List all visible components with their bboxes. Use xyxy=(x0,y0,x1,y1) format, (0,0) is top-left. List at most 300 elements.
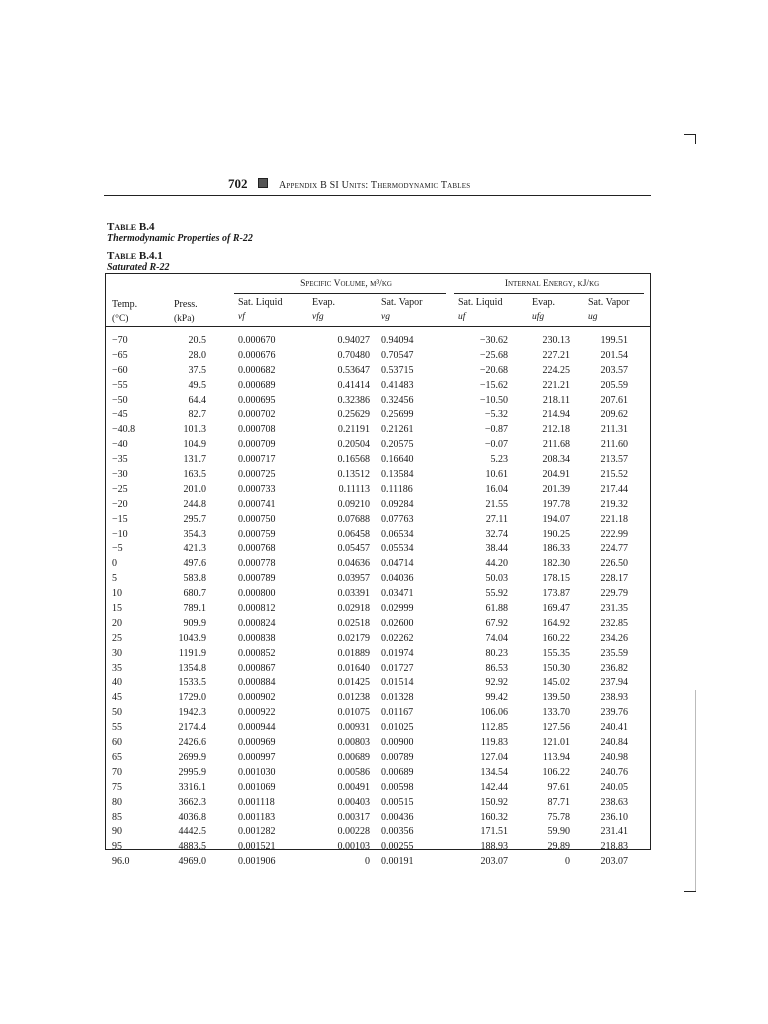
cell-vfg: 0.01425 xyxy=(337,677,370,689)
running-title: Appendix B SI Units: Thermodynamic Tables xyxy=(279,180,471,191)
cell-press: 131.7 xyxy=(183,454,206,466)
cell-temp: 96.0 xyxy=(112,856,130,868)
cell-vg: 0.01727 xyxy=(381,662,414,674)
cell-press: 82.7 xyxy=(188,409,206,421)
cell-uf: −0.87 xyxy=(484,424,508,436)
cell-vg: 0.70547 xyxy=(381,349,414,361)
cell-vfg: 0.05457 xyxy=(337,543,370,555)
cell-ug: 218.83 xyxy=(600,841,628,853)
cell-ufg: 194.07 xyxy=(542,513,570,525)
cell-vfg: 0.09210 xyxy=(337,498,370,510)
cell-vf: 0.001282 xyxy=(238,826,276,838)
scan-edge-mark xyxy=(684,891,696,892)
cell-vfg: 0.25629 xyxy=(337,409,370,421)
cell-vf: 0.000717 xyxy=(238,454,276,466)
cell-temp: 65 xyxy=(112,751,122,763)
cell-vfg: 0.01640 xyxy=(337,662,370,674)
cell-ufg: 197.78 xyxy=(542,498,570,510)
col-header-press: Press. (kPa) xyxy=(174,299,198,324)
cell-vg: 0.20575 xyxy=(381,439,414,451)
cell-uf: 86.53 xyxy=(485,662,508,674)
cell-vf: 0.000867 xyxy=(238,662,276,674)
cell-vg: 0.94094 xyxy=(381,335,414,346)
cell-vg: 0.00356 xyxy=(381,826,414,838)
table-row xyxy=(106,647,650,662)
cell-temp: 95 xyxy=(112,841,122,853)
cell-vf: 0.001030 xyxy=(238,766,276,778)
cell-press: 4036.8 xyxy=(178,811,206,823)
cell-ug: 221.18 xyxy=(600,513,628,525)
cell-press: 49.5 xyxy=(188,379,206,391)
cell-uf: 55.92 xyxy=(485,588,508,600)
cell-ug: 239.76 xyxy=(600,707,628,719)
cell-ufg: 169.47 xyxy=(542,603,570,615)
cell-ufg: 59.90 xyxy=(547,826,570,838)
cell-ufg: 186.33 xyxy=(542,543,570,555)
cell-vfg: 0.16568 xyxy=(337,454,370,466)
cell-uf: −15.62 xyxy=(479,379,508,391)
cell-press: 37.5 xyxy=(188,364,206,376)
specific-volume-group-header: Specific Volume, m³/kg xyxy=(300,279,392,289)
cell-temp: −30 xyxy=(112,469,128,481)
cell-ufg: 150.30 xyxy=(542,662,570,674)
cell-press: 3316.1 xyxy=(178,781,206,793)
cell-ufg: 201.39 xyxy=(542,483,570,495)
cell-ufg: 230.13 xyxy=(542,335,570,346)
cell-vg: 0.13584 xyxy=(381,469,414,481)
cell-ug: 213.57 xyxy=(600,454,628,466)
table-row xyxy=(106,513,650,528)
cell-vfg: 0.03391 xyxy=(337,588,370,600)
cell-temp: −40 xyxy=(112,439,128,451)
table-row xyxy=(106,751,650,766)
cell-vfg: 0.02179 xyxy=(337,632,370,644)
cell-press: 497.6 xyxy=(183,558,206,570)
cell-temp: 60 xyxy=(112,737,122,749)
cell-ug: 226.50 xyxy=(600,558,628,570)
cell-temp: −25 xyxy=(112,483,128,495)
cell-ufg: 29.89 xyxy=(547,841,570,853)
cell-press: 421.3 xyxy=(183,543,206,555)
cell-vf: 0.001118 xyxy=(238,796,275,808)
table-row xyxy=(106,483,650,498)
cell-uf: 150.92 xyxy=(480,796,508,808)
cell-vfg: 0.04636 xyxy=(337,558,370,570)
scan-edge-mark xyxy=(695,690,696,892)
table-row xyxy=(106,453,650,468)
cell-press: 789.1 xyxy=(183,603,206,615)
cell-vf: 0.000944 xyxy=(238,722,276,734)
cell-ug: 231.35 xyxy=(600,603,628,615)
cell-vfg: 0.00103 xyxy=(337,841,370,853)
cell-vfg: 0.00491 xyxy=(337,781,370,793)
cell-vf: 0.000676 xyxy=(238,349,276,361)
cell-vf: 0.000689 xyxy=(238,379,276,391)
cell-vf: 0.000789 xyxy=(238,573,276,585)
cell-vg: 0.02600 xyxy=(381,617,414,629)
cell-temp: 15 xyxy=(112,603,122,615)
cell-vf: 0.000838 xyxy=(238,632,276,644)
cell-vg: 0.25699 xyxy=(381,409,414,421)
cell-vf: 0.001069 xyxy=(238,781,276,793)
cell-vfg: 0.01889 xyxy=(337,647,370,659)
table-row xyxy=(106,468,650,483)
cell-vfg: 0.06458 xyxy=(337,528,370,540)
cell-ug: 217.44 xyxy=(600,483,628,495)
cell-press: 28.0 xyxy=(188,349,206,361)
cell-temp: 45 xyxy=(112,692,122,704)
table-title: Thermodynamic Properties of R-22 xyxy=(107,233,253,244)
cell-press: 2426.6 xyxy=(178,737,206,749)
cell-ug: 232.85 xyxy=(600,617,628,629)
cell-uf: 10.61 xyxy=(485,469,508,481)
cell-press: 4969.0 xyxy=(178,856,206,868)
table-row xyxy=(106,736,650,751)
cell-vf: 0.000824 xyxy=(238,617,276,629)
table-row xyxy=(106,691,650,706)
cell-ug: 203.57 xyxy=(600,364,628,376)
cell-vg: 0.06534 xyxy=(381,528,414,540)
cell-vf: 0.000852 xyxy=(238,647,276,659)
cell-vf: 0.000708 xyxy=(238,424,276,436)
cell-press: 680.7 xyxy=(183,588,206,600)
cell-uf: 67.92 xyxy=(485,617,508,629)
cell-vfg: 0.01075 xyxy=(337,707,370,719)
cell-temp: −35 xyxy=(112,454,128,466)
cell-vg: 0.00598 xyxy=(381,781,414,793)
table-row xyxy=(106,676,650,691)
cell-uf: 127.04 xyxy=(480,751,508,763)
cell-uf: 99.42 xyxy=(485,692,508,704)
cell-vg: 0.05534 xyxy=(381,543,414,555)
cell-press: 1942.3 xyxy=(178,707,206,719)
table-row xyxy=(106,781,650,796)
cell-ufg: 204.91 xyxy=(542,469,570,481)
cell-uf: 134.54 xyxy=(480,766,508,778)
cell-ufg: 224.25 xyxy=(542,364,570,376)
cell-ug: 238.93 xyxy=(600,692,628,704)
cell-vf: 0.000768 xyxy=(238,543,276,555)
cell-ufg: 75.78 xyxy=(547,811,570,823)
table-body xyxy=(106,334,650,870)
cell-vg: 0.09284 xyxy=(381,498,414,510)
cell-uf: 160.32 xyxy=(480,811,508,823)
cell-ug: 231.41 xyxy=(600,826,628,838)
cell-temp: 35 xyxy=(112,662,122,674)
cell-ug: 237.94 xyxy=(600,677,628,689)
cell-vg: 0.41483 xyxy=(381,379,414,391)
cell-ug: 236.10 xyxy=(600,811,628,823)
cell-uf: −5.32 xyxy=(484,409,508,421)
col-header-ufg: Evap. ufg xyxy=(532,297,556,322)
cell-ug: 240.05 xyxy=(600,781,628,793)
cell-temp: −5 xyxy=(112,543,123,555)
cell-ug: 219.32 xyxy=(600,498,628,510)
table-row xyxy=(106,811,650,826)
cell-vf: 0.000812 xyxy=(238,603,276,615)
cell-uf: 44.20 xyxy=(485,558,508,570)
cell-vfg: 0.00403 xyxy=(337,796,370,808)
cell-ufg: 139.50 xyxy=(542,692,570,704)
header-rule xyxy=(104,195,651,196)
cell-ug: 234.26 xyxy=(600,632,628,644)
cell-temp: 50 xyxy=(112,707,122,719)
cell-press: 2995.9 xyxy=(178,766,206,778)
cell-press: 104.9 xyxy=(183,439,206,451)
table-row xyxy=(106,364,650,379)
cell-press: 163.5 xyxy=(183,469,206,481)
cell-press: 1533.5 xyxy=(178,677,206,689)
cell-ug: 201.54 xyxy=(600,349,628,361)
cell-vf: 0.000733 xyxy=(238,483,276,495)
cell-uf: 61.88 xyxy=(485,603,508,615)
cell-vg: 0.53715 xyxy=(381,364,414,376)
cell-vfg: 0.13512 xyxy=(337,469,370,481)
cell-ufg: 121.01 xyxy=(542,737,570,749)
cell-press: 1043.9 xyxy=(178,632,206,644)
table-row xyxy=(106,349,650,364)
cell-temp: 30 xyxy=(112,647,122,659)
cell-uf: −20.68 xyxy=(479,364,508,376)
col-header-uf: Sat. Liquid uf xyxy=(458,297,503,322)
cell-temp: 90 xyxy=(112,826,122,838)
cell-ug: 228.17 xyxy=(600,573,628,585)
running-header xyxy=(228,176,648,194)
cell-ug: 205.59 xyxy=(600,379,628,391)
cell-vf: 0.000725 xyxy=(238,469,276,481)
cell-vf: 0.000759 xyxy=(238,528,276,540)
table-row xyxy=(106,617,650,632)
cell-vf: 0.001183 xyxy=(238,811,276,823)
cell-vf: 0.000670 xyxy=(238,335,276,346)
cell-vf: 0.000969 xyxy=(238,737,276,749)
table-row xyxy=(106,379,650,394)
cell-uf: 27.11 xyxy=(485,513,508,525)
table-row xyxy=(106,632,650,647)
cell-ug: 240.84 xyxy=(600,737,628,749)
cell-ufg: 164.92 xyxy=(542,617,570,629)
col-header-vfg: Evap. vfg xyxy=(312,297,336,322)
cell-press: 1191.9 xyxy=(178,647,206,659)
cell-press: 583.8 xyxy=(183,573,206,585)
cell-temp: 85 xyxy=(112,811,122,823)
cell-vg: 0.00515 xyxy=(381,796,414,808)
cell-temp: −45 xyxy=(112,409,128,421)
cell-temp: −60 xyxy=(112,364,128,376)
cell-vf: 0.000922 xyxy=(238,707,276,719)
cell-ug: 199.51 xyxy=(600,335,628,346)
cell-ufg: 227.21 xyxy=(542,349,570,361)
cell-uf: 38.44 xyxy=(485,543,508,555)
cell-ufg: 221.21 xyxy=(542,379,570,391)
cell-ufg: 190.25 xyxy=(542,528,570,540)
cell-vf: 0.000902 xyxy=(238,692,276,704)
cell-ufg: 133.70 xyxy=(542,707,570,719)
cell-vfg: 0.00931 xyxy=(337,722,370,734)
cell-temp: 80 xyxy=(112,796,122,808)
cell-ug: 211.60 xyxy=(600,439,628,451)
cell-uf: 188.93 xyxy=(480,841,508,853)
cell-ufg: 145.02 xyxy=(542,677,570,689)
cell-vg: 0.04036 xyxy=(381,573,414,585)
table-row xyxy=(106,528,650,543)
cell-temp: 55 xyxy=(112,722,122,734)
cell-vf: 0.000778 xyxy=(238,558,276,570)
col-header-temp: Temp. (°C) xyxy=(112,299,138,324)
cell-press: 4442.5 xyxy=(178,826,206,838)
cell-ufg: 178.15 xyxy=(542,573,570,585)
cell-ufg: 87.71 xyxy=(547,796,570,808)
col-header-ug: Sat. Vapor ug xyxy=(588,297,630,322)
cell-press: 354.3 xyxy=(183,528,206,540)
cell-vfg: 0.00803 xyxy=(337,737,370,749)
square-bullet-icon xyxy=(258,178,268,188)
cell-press: 244.8 xyxy=(183,498,206,510)
cell-temp: 5 xyxy=(112,573,117,585)
cell-vfg: 0.11113 xyxy=(338,483,370,495)
table-row xyxy=(106,438,650,453)
cell-temp: −70 xyxy=(112,335,128,346)
cell-ug: 240.41 xyxy=(600,722,628,734)
cell-press: 295.7 xyxy=(183,513,206,525)
cell-vfg: 0.32386 xyxy=(337,394,370,406)
cell-uf: 5.23 xyxy=(490,454,508,466)
cell-vfg: 0.03957 xyxy=(337,573,370,585)
cell-ug: 209.62 xyxy=(600,409,628,421)
cell-ug: 207.61 xyxy=(600,394,628,406)
cell-ufg: 208.34 xyxy=(542,454,570,466)
cell-vfg: 0.94027 xyxy=(337,335,370,346)
cell-vg: 0.03471 xyxy=(381,588,414,600)
cell-press: 4883.5 xyxy=(178,841,206,853)
cell-vf: 0.000750 xyxy=(238,513,276,525)
cell-vg: 0.01974 xyxy=(381,647,414,659)
table-row xyxy=(106,542,650,557)
cell-press: 20.5 xyxy=(188,335,206,346)
cell-temp: 25 xyxy=(112,632,122,644)
table-row xyxy=(106,766,650,781)
table-row xyxy=(106,423,650,438)
col-header-vf: Sat. Liquid vf xyxy=(238,297,283,322)
cell-ufg: 211.68 xyxy=(542,439,570,451)
cell-ufg: 182.30 xyxy=(542,558,570,570)
table-row xyxy=(106,796,650,811)
cell-vg: 0.04714 xyxy=(381,558,414,570)
cell-temp: −20 xyxy=(112,498,128,510)
cell-vf: 0.000682 xyxy=(238,364,276,376)
cell-ufg: 155.35 xyxy=(542,647,570,659)
cell-vfg: 0.07688 xyxy=(337,513,370,525)
cell-ug: 229.79 xyxy=(600,588,628,600)
cell-uf: 32.74 xyxy=(485,528,508,540)
cell-vfg: 0.00689 xyxy=(337,751,370,763)
cell-ufg: 173.87 xyxy=(542,588,570,600)
cell-vf: 0.000997 xyxy=(238,751,276,763)
cell-vg: 0.01025 xyxy=(381,722,414,734)
cell-vfg: 0.41414 xyxy=(337,379,370,391)
cell-vg: 0.21261 xyxy=(381,424,414,436)
cell-vg: 0.01328 xyxy=(381,692,414,704)
table-row xyxy=(106,840,650,855)
cell-vfg: 0.53647 xyxy=(337,364,370,376)
cell-vg: 0.32456 xyxy=(381,394,414,406)
cell-temp: 20 xyxy=(112,617,122,629)
cell-temp: 40 xyxy=(112,677,122,689)
cell-vg: 0.00900 xyxy=(381,737,414,749)
cell-ufg: 212.18 xyxy=(542,424,570,436)
cell-press: 64.4 xyxy=(188,394,206,406)
cell-ug: 238.63 xyxy=(600,796,628,808)
cell-ug: 240.98 xyxy=(600,751,628,763)
cell-vg: 0.00191 xyxy=(381,856,414,868)
subtable-id: Table B.4.1 xyxy=(107,250,163,262)
cell-ug: 211.31 xyxy=(600,424,628,436)
cell-uf: 119.83 xyxy=(480,737,508,749)
cell-ufg: 127.56 xyxy=(542,722,570,734)
cell-temp: −50 xyxy=(112,394,128,406)
table-row xyxy=(106,334,650,349)
cell-uf: 80.23 xyxy=(485,647,508,659)
cell-vf: 0.000800 xyxy=(238,588,276,600)
cell-vf: 0.000695 xyxy=(238,394,276,406)
cell-ug: 235.59 xyxy=(600,647,628,659)
cell-uf: 112.85 xyxy=(480,722,508,734)
cell-ug: 224.77 xyxy=(600,543,628,555)
table-row xyxy=(106,572,650,587)
cell-temp: 0 xyxy=(112,558,117,570)
cell-vfg: 0.70480 xyxy=(337,349,370,361)
cell-uf: −10.50 xyxy=(479,394,508,406)
table-row xyxy=(106,721,650,736)
cell-vfg: 0.01238 xyxy=(337,692,370,704)
cell-press: 1354.8 xyxy=(178,662,206,674)
col-header-vg: Sat. Vapor vg xyxy=(381,297,423,322)
cell-temp: −55 xyxy=(112,379,128,391)
cell-press: 909.9 xyxy=(183,617,206,629)
table-row xyxy=(106,825,650,840)
cell-ug: 222.99 xyxy=(600,528,628,540)
cell-uf: 203.07 xyxy=(480,856,508,868)
cell-temp: 70 xyxy=(112,766,122,778)
cell-uf: −25.68 xyxy=(479,349,508,361)
cell-ufg: 160.22 xyxy=(542,632,570,644)
cell-vf: 0.001521 xyxy=(238,841,276,853)
cell-vf: 0.000884 xyxy=(238,677,276,689)
table-row xyxy=(106,662,650,677)
cell-vg: 0.02999 xyxy=(381,603,414,615)
cell-vg: 0.01167 xyxy=(381,707,414,719)
cell-vfg: 0.00228 xyxy=(337,826,370,838)
table-row xyxy=(106,557,650,572)
page-number: 702 xyxy=(228,176,248,191)
internal-energy-group-header: Internal Energy, kJ/kg xyxy=(504,279,600,289)
header-rule xyxy=(106,326,650,327)
cell-uf: 106.06 xyxy=(480,707,508,719)
cell-vfg: 0.20504 xyxy=(337,439,370,451)
cell-press: 201.0 xyxy=(183,483,206,495)
cell-vg: 0.00436 xyxy=(381,811,414,823)
cell-vg: 0.02262 xyxy=(381,632,414,644)
cell-temp: 10 xyxy=(112,588,122,600)
group-rule xyxy=(234,293,446,294)
cell-temp: −40.8 xyxy=(112,424,136,436)
cell-vg: 0.11186 xyxy=(381,483,413,495)
cell-ufg: 218.11 xyxy=(542,394,570,406)
cell-temp: −10 xyxy=(112,528,128,540)
cell-uf: 21.55 xyxy=(485,498,508,510)
cell-ug: 215.52 xyxy=(600,469,628,481)
cell-ufg: 0 xyxy=(565,856,570,868)
